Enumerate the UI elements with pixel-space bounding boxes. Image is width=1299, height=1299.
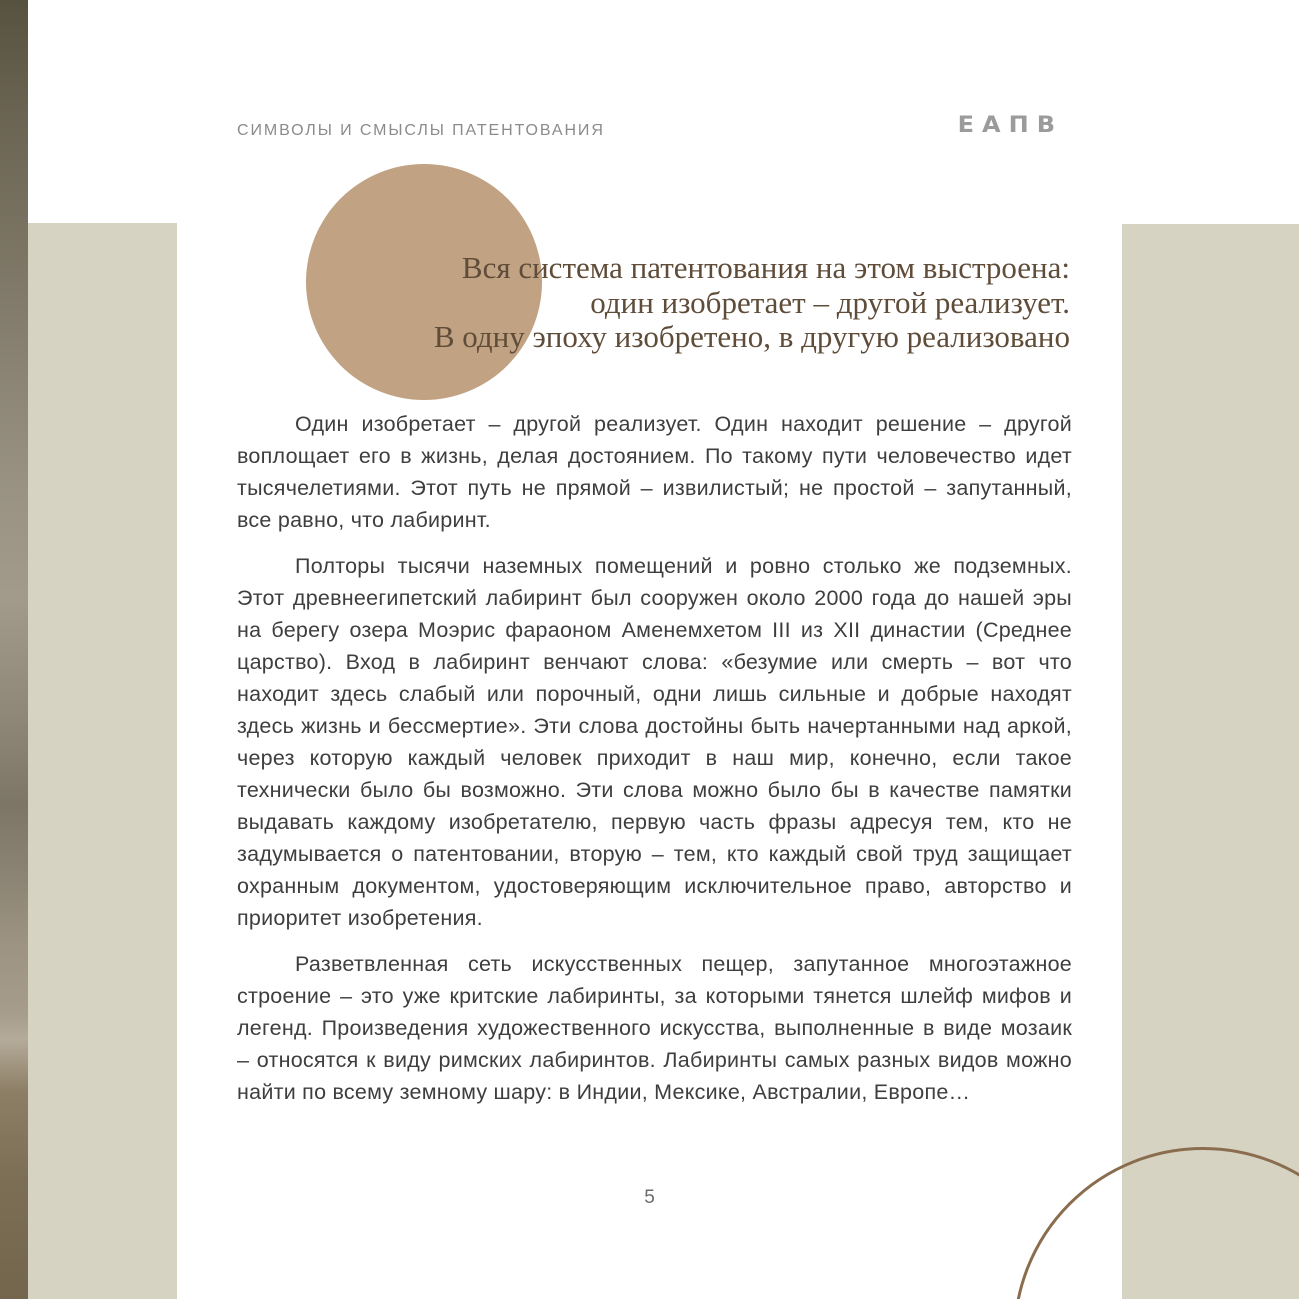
left-photo-strip — [0, 0, 28, 1299]
eapo-logo: ЕАПВ — [957, 112, 1063, 138]
pull-quote — [300, 251, 1070, 355]
left-beige-panel — [28, 223, 177, 1299]
right-beige-panel — [1122, 224, 1299, 1299]
body-paragraph: Полторы тысячи наземных помещений и ровно столько же подземных. Этот древнеегипетский лабиринт был сооружен около 2000 года до нашей эры на берегу озера Моэрис фараоном Аменемхетом III из XII династии (Среднее царство). Вход в лабиринт венчают слова: «безумие или смерть – вот что находит здесь слабый или порочный, одни лишь сильные и добрые находят здесь жизнь и бессмертие». Эти слова достойны быть начертанными над аркой, через которую каждый человек приходит в наш мир, конечно, если такое технически было бы возможно. Эти слова можно было бы в качестве памятки выдавать каждому изобретателю, первую часть фразы адресуя тем, кто не задумывается о патентовании, вторую – тем, кто каждый свой труд защищает охранным документом, удостоверяющим исключительное право, авторство и приоритет изобретения. — [237, 554, 1072, 930]
body-paragraph: Один изобретает – другой реализует. Один находит решение – другой воплощает его в жизнь, делая достоянием. По такому пути человечество идет тысячелетиями. Этот путь не прямой – извилистый; не простой – запутанный, все равно, что лабиринт. — [237, 412, 1072, 532]
document-header-title: СИМВОЛЫ И СМЫСЛЫ ПАТЕНТОВАНИЯ — [237, 122, 605, 139]
body-paragraph: Разветвленная сеть искусственных пещер, запутанное многоэтажное строение – это уже критские лабиринты, за которыми тянется шлейф мифов и легенд. Произведения художественного искусства, выполненные в виде мозаик – относятся к виду римских лабиринтов. Лабиринты самых разных видов можно найти по всему земному шару: в Индии, Мексике, Австралии, Европе… — [237, 952, 1072, 1104]
page-number: 5 — [644, 1187, 655, 1208]
pull-quote-line: Вся система патентования на этом выстроена: — [461, 250, 1070, 285]
outline-circle-decoration — [1013, 1147, 1299, 1299]
pull-quote-line: один изобретает – другой реализует. — [590, 284, 1070, 320]
pull-quote-line: В одну эпоху изобретено, в другую реализовано — [433, 319, 1070, 354]
body-text-column — [237, 408, 1072, 1122]
